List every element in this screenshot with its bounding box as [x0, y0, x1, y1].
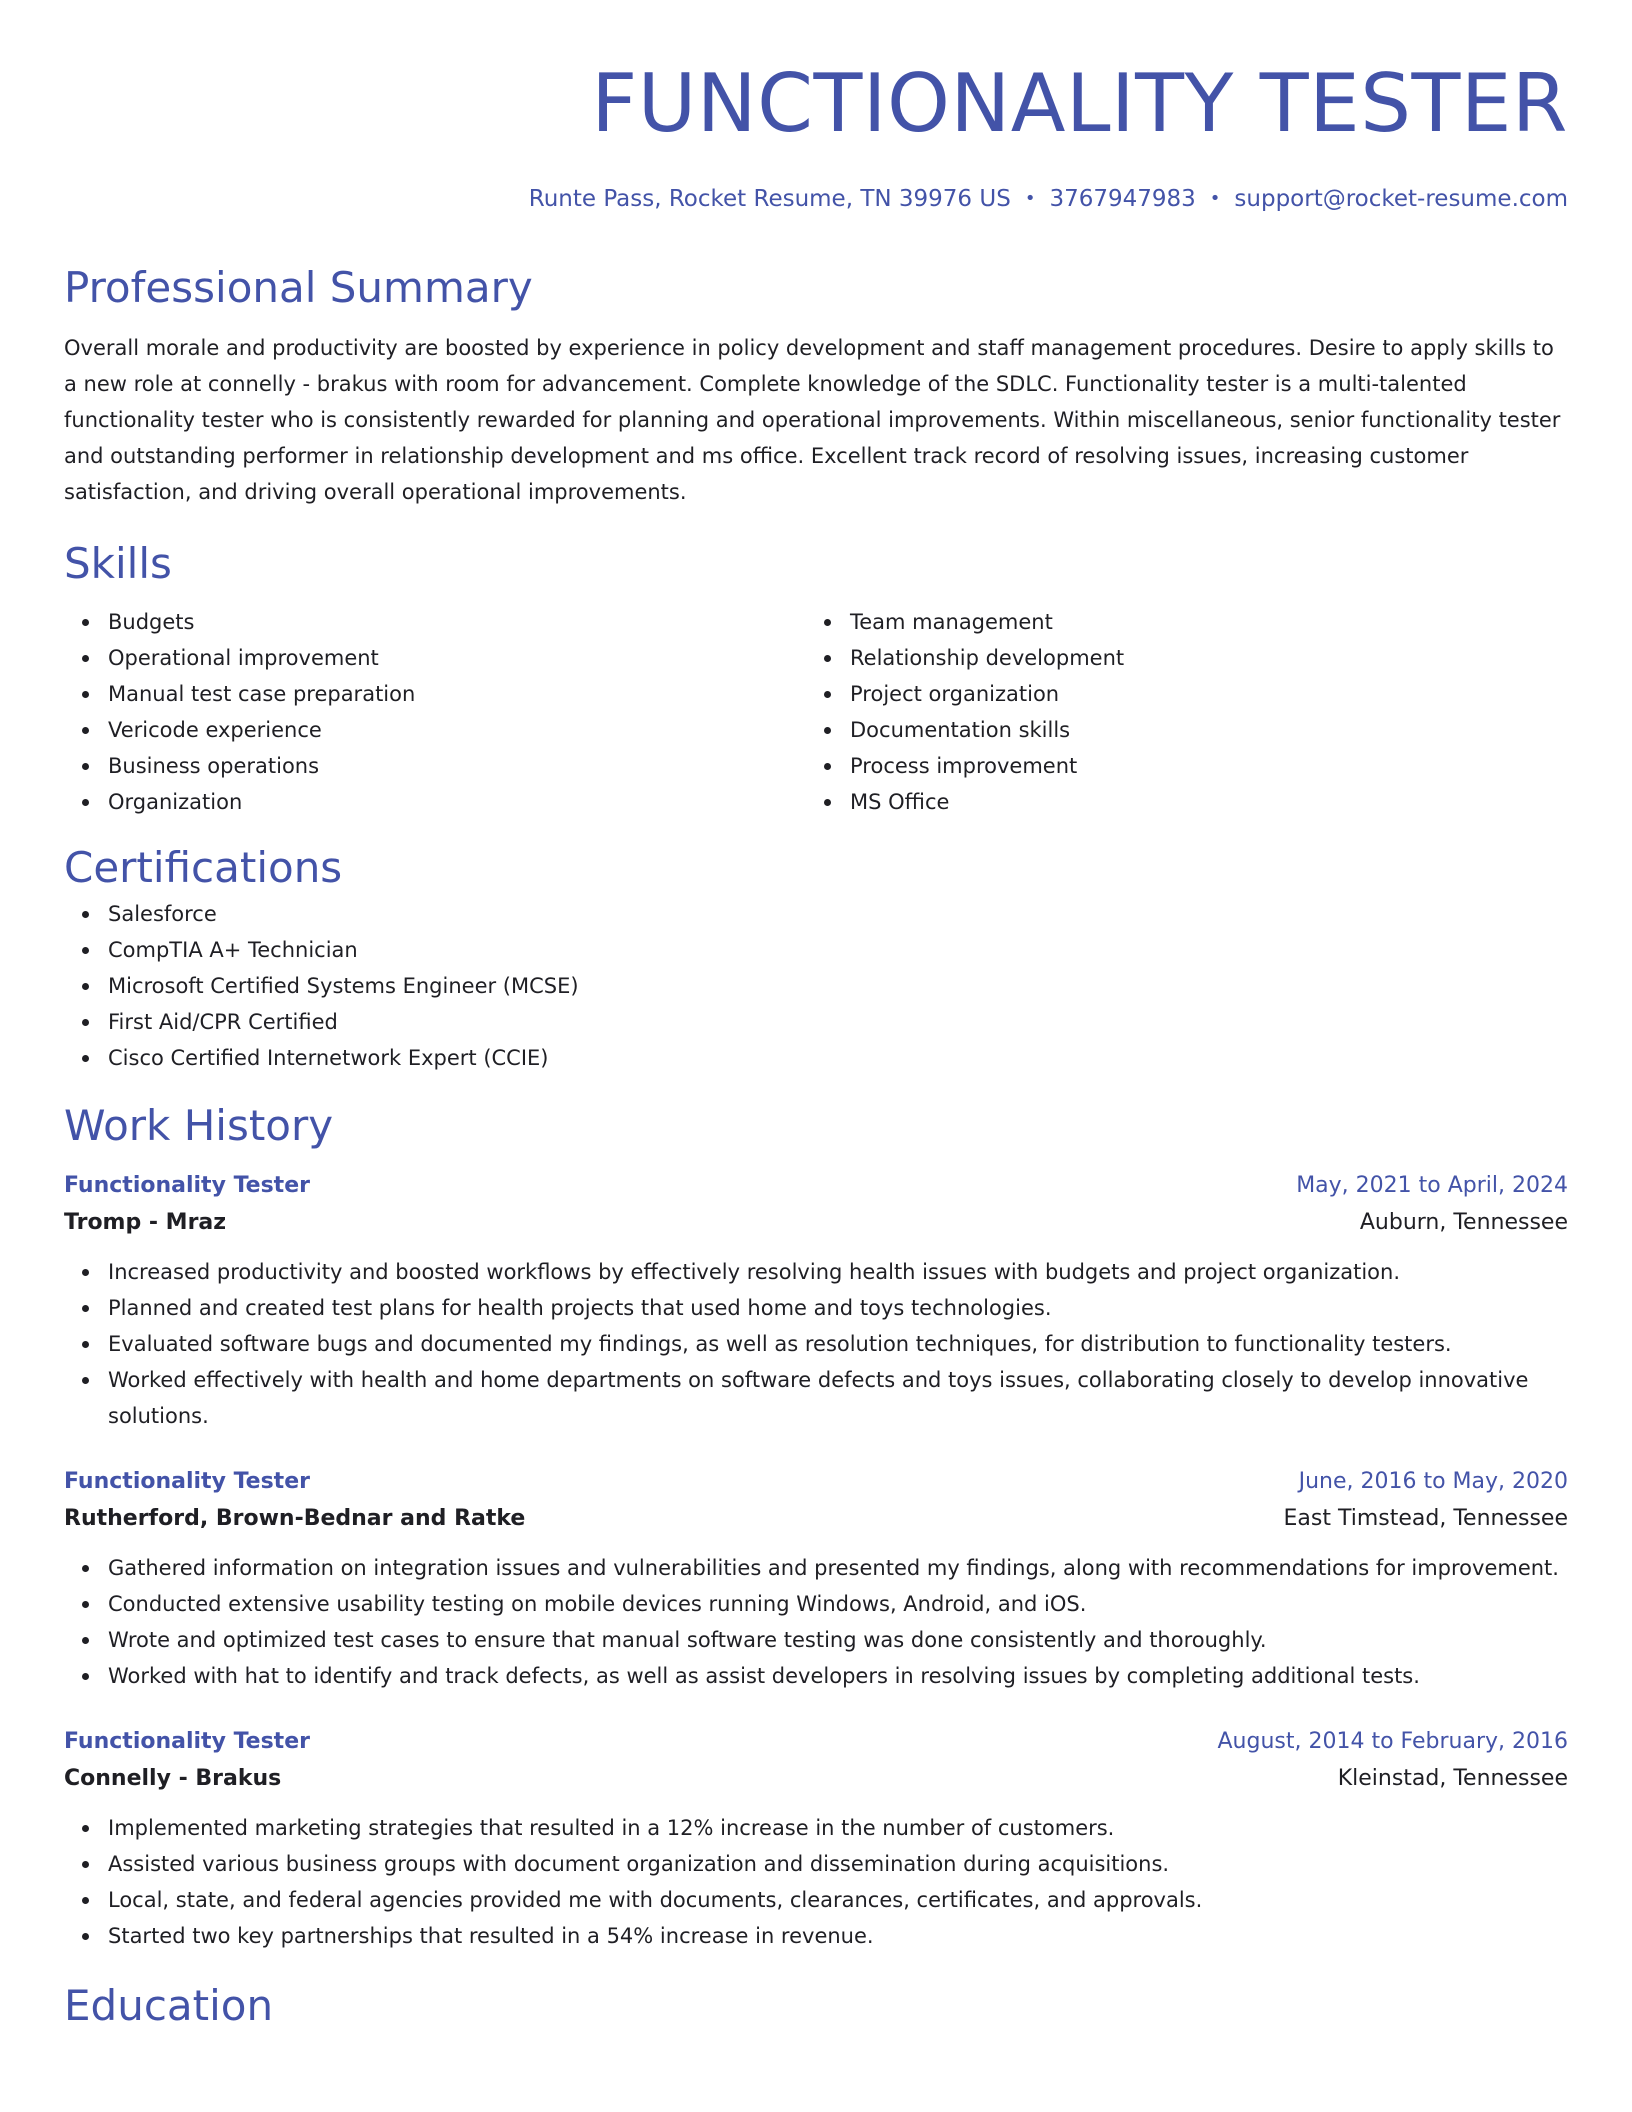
summary-heading: Professional Summary: [64, 263, 533, 312]
job-bullet: Worked effectively with health and home departments on software defects and toys issues, collaborating closely to develop innovative solutions.: [108, 1362, 1568, 1434]
job-title: Functionality Tester: [64, 1729, 310, 1754]
job-company: Connelly - Brakus: [64, 1766, 282, 1791]
job-entry: [64, 1464, 1568, 1694]
certification-item: Cisco Certified Internetwork Expert (CCIE): [108, 1040, 1568, 1076]
skills-grid: [64, 604, 1568, 820]
candidate-name: FUNCTIONALITY TESTER: [591, 57, 1568, 150]
certifications-heading: Certifications: [64, 843, 343, 892]
job-dates: June, 2016 to May, 2020: [1298, 1469, 1568, 1494]
job-title: Functionality Tester: [64, 1469, 310, 1494]
job-entry: [64, 1724, 1568, 1954]
job-bullet: Local, state, and federal agencies provided me with documents, clearances, certificates, and approvals.: [108, 1882, 1568, 1918]
skills-column-left: [64, 604, 806, 820]
job-bullets: [64, 1810, 1568, 1954]
skill-item: Documentation skills: [850, 712, 1548, 748]
certification-item: Salesforce: [108, 896, 1568, 932]
skill-item: Process improvement: [850, 748, 1548, 784]
job-bullet: Started two key partnerships that resulted in a 54% increase in revenue.: [108, 1918, 1568, 1954]
job-dates: May, 2021 to April, 2024: [1296, 1173, 1568, 1198]
certification-item: Microsoft Certified Systems Engineer (MCSE): [108, 968, 1568, 1004]
skill-item: Manual test case preparation: [108, 676, 806, 712]
contact-phone: 3767947983: [1049, 186, 1196, 212]
skill-item: Team management: [850, 604, 1548, 640]
certification-item: CompTIA A+ Technician: [108, 932, 1568, 968]
contact-line: [64, 182, 1568, 216]
skill-item: MS Office: [850, 784, 1548, 820]
job-location: Auburn, Tennessee: [1359, 1210, 1568, 1235]
contact-email[interactable]: support@rocket-resume.com: [1234, 186, 1568, 212]
skill-item: Organization: [108, 784, 806, 820]
certification-item: First Aid/CPR Certified: [108, 1004, 1568, 1040]
work-history-heading: Work History: [64, 1101, 334, 1150]
skill-item: Project organization: [850, 676, 1548, 712]
job-bullet: Planned and created test plans for health projects that used home and toys technologies.: [108, 1290, 1568, 1326]
skill-item: Operational improvement: [108, 640, 806, 676]
job-bullet: Gathered information on integration issues and vulnerabilities and presented my findings, along with recommendations for improvement.: [108, 1550, 1568, 1586]
job-bullet: Conducted extensive usability testing on mobile devices running Windows, Android, and iOS.: [108, 1586, 1568, 1622]
skills-heading: Skills: [64, 539, 172, 588]
job-entry: [64, 1168, 1568, 1434]
job-location: Kleinstad, Tennessee: [1337, 1766, 1568, 1791]
summary-text: Overall morale and productivity are boosted by experience in policy development and staff management procedures. Desire to apply skills to a new role at connelly - brakus with room for advancement. Complete knowledge of the SDLC. Functionality tester is a multi-talented functionality tester who is consistently rewarded for planning and operational improvements. Within miscellaneous, senior functionality tester and outstanding performer in relationship development and ms office. Excellent track record of resolving issues, increasing customer satisfaction, and driving overall operational improvements.: [64, 336, 1561, 504]
job-bullet: Evaluated software bugs and documented my findings, as well as resolution techniques, for distribution to functionality testers.: [108, 1326, 1568, 1362]
job-bullet: Increased productivity and boosted workflows by effectively resolving health issues with budgets and project organization.: [108, 1254, 1568, 1290]
job-bullet: Wrote and optimized test cases to ensure that manual software testing was done consistently and thoroughly.: [108, 1622, 1568, 1658]
job-bullet: Assisted various business groups with document organization and dissemination during acquisitions.: [108, 1846, 1568, 1882]
job-bullets: [64, 1550, 1568, 1694]
skill-item: Business operations: [108, 748, 806, 784]
skill-item: Budgets: [108, 604, 806, 640]
job-dates: August, 2014 to February, 2016: [1217, 1729, 1568, 1754]
skill-item: Vericode experience: [108, 712, 806, 748]
education-heading: Education: [64, 1981, 274, 2030]
job-title: Functionality Tester: [64, 1173, 310, 1198]
job-bullet: Worked with hat to identify and track defects, as well as assist developers in resolving issues by completing additional tests.: [108, 1658, 1568, 1694]
contact-separator: •: [1024, 188, 1036, 209]
job-company: Tromp - Mraz: [64, 1210, 227, 1235]
contact-separator: •: [1209, 188, 1221, 209]
job-bullets: [64, 1254, 1568, 1434]
job-location: East Timstead, Tennessee: [1283, 1506, 1568, 1531]
job-company: Rutherford, Brown-Bednar and Ratke: [64, 1506, 526, 1531]
skills-column-right: [806, 604, 1548, 820]
skill-item: Relationship development: [850, 640, 1548, 676]
job-bullet: Implemented marketing strategies that resulted in a 12% increase in the number of customers.: [108, 1810, 1568, 1846]
contact-address: Runte Pass, Rocket Resume, TN 39976 US: [528, 186, 1011, 212]
certifications-list: [64, 896, 1568, 1076]
